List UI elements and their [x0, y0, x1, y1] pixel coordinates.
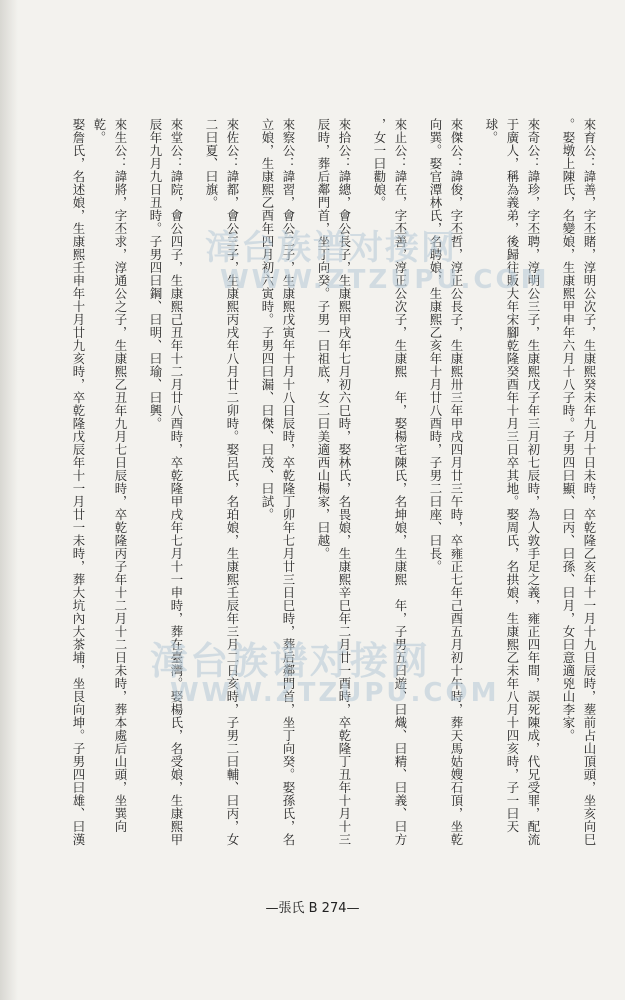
text-column-16: 來堂公：諱院，會公四子，生康熙己丑年十二月廿八酉時，卒乾隆甲戌年七月十一申時，葬在臺灣。娶楊氏，名受娘，生康熙甲: [169, 118, 184, 846]
column-gap: [131, 118, 145, 858]
watermark-title-top: 漳台族谱对接网: [205, 228, 457, 268]
column-gap: [187, 118, 201, 858]
column-gap: [243, 118, 257, 858]
text-column-18: 來生公：諱將，字丕求，淳通公之子，生康熙乙丑年九月七日辰時，卒乾隆丙子年十二月十二日未時，葬本處后山頭，坐巽向乾。: [92, 118, 128, 833]
page-footer: —張氏 B 274—: [265, 901, 360, 916]
text-column-9: ，女一曰勸娘。: [372, 118, 387, 209]
column-gap: [299, 118, 313, 858]
vertical-text-block: [40, 118, 600, 858]
text-column-2: 。娶墩上陳氏，名變娘，生康熙甲申年六月十八子時。子男四曰顯、曰丙、曰孫、曰月，女曰意適兇山李家。: [561, 118, 576, 742]
text-column-15: 二曰夏、曰旗。: [204, 118, 219, 209]
text-column-11: 辰時，葬后鄰門首，坐丁向癸。子男一曰祖底，女二曰美適西山楊家，曰越。: [316, 118, 331, 560]
text-column-10: 來拾公：諱總，會公長子，生康熙甲戌年七月初六巳時，娶林氏，名畏娘，生康熙辛巳年二月廿一酉時，卒乾隆丁丑年十月十三: [337, 118, 352, 846]
text-column-14: 來佐公：諱都，會公三子，生康熙丙戌年八月廿二卯時。娶呂氏，名珀娘，生康熙壬辰年三月二日亥時，子男二曰輔、曰丙，女: [225, 118, 240, 846]
text-column-6: 來傑公：諱俊，字丕哲，淳正公長子，生康熙卅三年甲戌四月廿三午時，卒雍正七年己酉五月初十午時，葬天馬姑嫂石頂，坐乾: [449, 118, 464, 846]
text-column-17: 辰年九月九日丑時。子男四曰鋼、曰明、曰瑜、曰興。: [148, 118, 163, 430]
watermark-title-bottom: 漳台族谱对接网: [150, 639, 431, 683]
text-column-19: 娶詹氏，名述娘，生康熙壬申年十月廿九亥時，卒乾隆戊辰年十一月廿一未時，葬大坑內大茶埔，坐艮向坤。子男四曰雄、曰漢: [71, 118, 86, 846]
watermark-url-bottom: WWW.ZTZUPU.COM: [170, 678, 500, 708]
text-column-13: 立娘，生康熙乙酉年四月初六寅時。子男四曰漏、曰傑、曰茂、曰試。: [260, 118, 275, 521]
column-gap: [411, 118, 425, 858]
text-column-12: 來察公：諱習，會公二子，生康熙戊寅年十月十八日辰時，卒乾隆丁卯年七月廿三日巳時，葬后鄰門首，坐丁向癸。娶孫氏，名: [281, 118, 296, 846]
text-column-8: 來止公：諱在，字丕善，淳正公次子，生康熙 年，娶楊宅陳氏，名坤娘，生康熙 年，子男五曰遊、曰熾、曰精、曰義、曰方: [393, 118, 408, 846]
text-column-1: 來育公：諱善，字丕賭，淳明公次子，生康熙癸未年九月十日未時，卒乾隆乙亥年十一月十九日辰時，塟前占山頂頭，坐亥向巳: [582, 118, 597, 846]
text-column-7: 向巽。娶官潭林氏，名聘娘，生康熙乙亥年十月廿八酉時，子男二曰座、曰長。: [428, 118, 443, 573]
text-column-5: 球。: [484, 118, 499, 144]
watermark-url-top: WWW.ZTZUPU.COM: [220, 265, 550, 295]
text-column-3: 來奇公：諱珍，字丕聘，淳明公三子，生康熙戊子年三月初七辰時，為人敦手足之義，雍正四年間，誤死陳成，代兄受罪，配流: [526, 118, 541, 846]
column-gap: [355, 118, 369, 858]
text-column-4: 于廣人，稱為義弟，後歸往販大年宋腳乾隆癸酉年十月三日卒其地。娶周氏，名拱娘，生康熙乙未年八月十四亥時，子一曰天: [505, 118, 520, 833]
column-gap: [544, 118, 558, 858]
column-gap: [467, 118, 481, 858]
